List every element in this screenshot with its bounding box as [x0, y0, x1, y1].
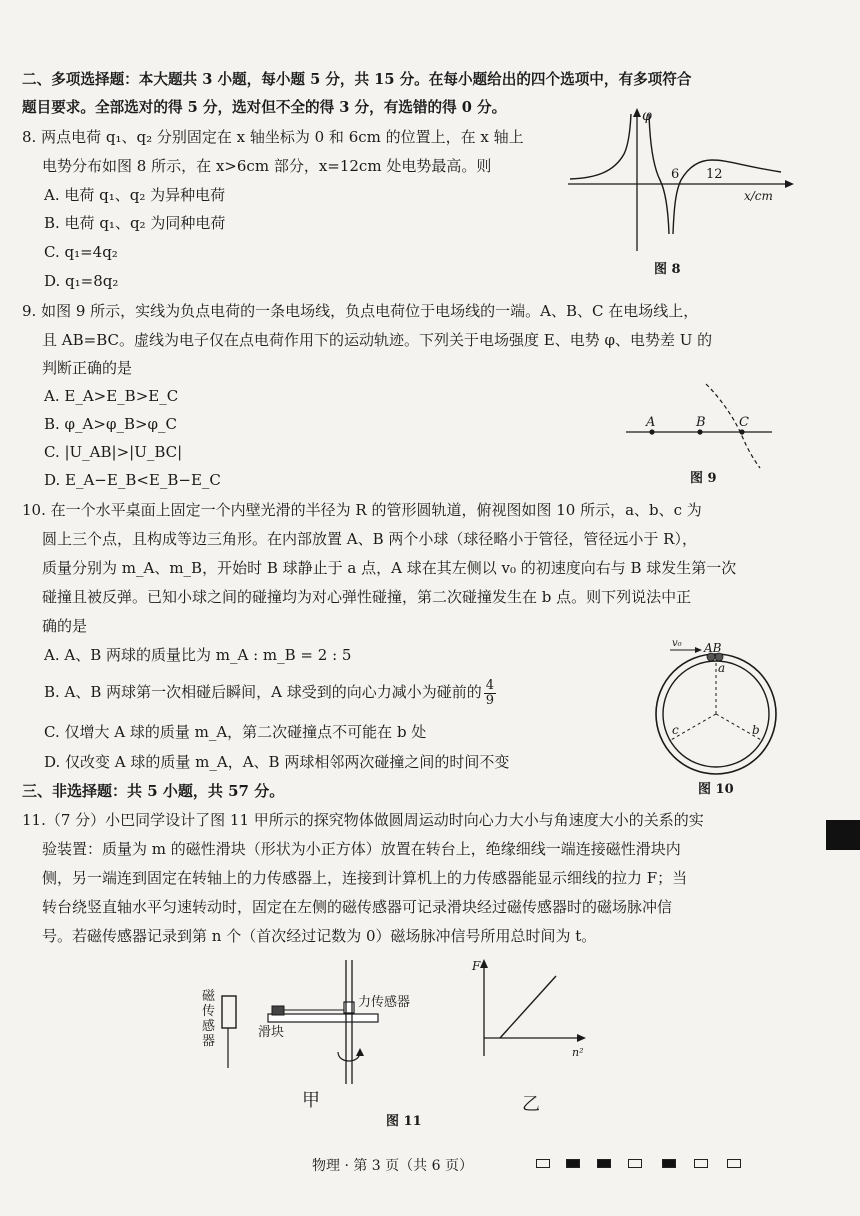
- q8-stem-line2: 电势分布如图 8 所示，在 x>6cm 部分，x=12cm 处电势最高。则: [42, 157, 492, 175]
- fig8-y-arrow: [633, 108, 641, 117]
- q9-stem-line2: 且 AB=BC。虚线为电子仅在点电荷作用下的运动轨迹。下列关于电场强度 E、电势 φ、电势差 U 的: [42, 331, 713, 349]
- fig11-mag-char-3: 感: [202, 1019, 216, 1034]
- figure-11-apparatus: [196, 956, 436, 1086]
- q10-stem-line3: 质量分别为 m_A、m_B，开始时 B 球静止于 a 点，A 球在其左侧以 v₀ 的初速度向右与 B 球发生第一次: [42, 559, 737, 577]
- footer-marker-5: [662, 1159, 676, 1168]
- figure-9-diagram: [624, 380, 784, 470]
- section3-title: 三、非选择题：共 5 小题，共 57 分。: [22, 782, 285, 800]
- fig9-label-a: A: [646, 415, 656, 430]
- section2-title-line2: 题目要求。全部选对的得 5 分，选对但不全的得 3 分，有选错的得 0 分。: [22, 99, 507, 116]
- fig8-curve-middle: [649, 114, 669, 234]
- q8-option-b: B. 电荷 q₁、q₂ 为同种电荷: [44, 214, 226, 232]
- q11-stem-line5: 号。若磁传感器记录到第 n 个（首次经过记数为 0）磁场脉冲信号所用总时间为 t。: [42, 927, 597, 945]
- q10-option-b-text: B. A、B 两球第一次相碰后瞬间，A 球受到的向心力减小为碰前的: [44, 683, 482, 701]
- footer-marker-4: [628, 1159, 642, 1168]
- footer-marker-7: [727, 1159, 741, 1168]
- fig11-mag-char-2: 传: [202, 1004, 216, 1019]
- q9-option-d: D. E_A−E_B<E_B−E_C: [44, 471, 221, 489]
- q9-option-a: A. E_A>E_B>E_C: [44, 387, 179, 405]
- fig9-point-b: [697, 429, 702, 434]
- q10-stem-line5: 确的是: [42, 617, 88, 635]
- q8-stem-line1: 8. 两点电荷 q₁、q₂ 分别固定在 x 轴坐标为 0 和 6cm 的位置上，在 x 轴上: [22, 128, 524, 146]
- q10-option-d: D. 仅改变 A 球的质量 m_A，A、B 两球相邻两次碰撞之间的时间不变: [44, 753, 510, 771]
- q9-stem-line1: 9. 如图 9 所示，实线为负点电荷的一条电场线，负点电荷位于电场线的一端。A、B、C 在电场线上，: [22, 302, 699, 320]
- fig8-x-label: x/cm: [744, 189, 773, 203]
- fig10-label-c: c: [672, 723, 679, 737]
- q9-stem-line3: 判断正确的是: [42, 359, 133, 377]
- q10-option-c: C. 仅增大 A 球的质量 m_A，第二次碰撞点不可能在 b 处: [44, 723, 427, 741]
- fig9-point-c: [739, 429, 744, 434]
- figure-11-label-yi: 乙: [522, 1094, 540, 1115]
- footer-marker-3: [597, 1159, 611, 1168]
- fig11-graph-x-label: n²: [572, 1046, 584, 1059]
- q9-option-c: C. |U_AB|>|U_BC|: [44, 443, 183, 461]
- fig11-label-slider: 滑块: [258, 1025, 285, 1040]
- fig9-point-a: [649, 429, 654, 434]
- fig11-label-force-sensor: 力传感器: [358, 995, 411, 1010]
- figure-10-caption: 图 10: [698, 782, 734, 797]
- fig8-tick-6: 6: [671, 167, 680, 182]
- fig10-label-b: b: [752, 723, 760, 737]
- q8-option-a: A. 电荷 q₁、q₂ 为异种电荷: [44, 186, 226, 204]
- fig11-graph-x-arrow: [577, 1034, 586, 1042]
- figure-8-caption: 图 8: [654, 262, 681, 277]
- fig11-graph-y-label: F: [472, 959, 481, 973]
- q10-stem-line4: 碰撞且被反弹。已知小球之间的碰撞均为对心弹性碰撞，第二次碰撞发生在 b 点。则下列说法中正: [42, 588, 692, 606]
- q11-stem-line3: 侧，另一端连到固定在转轴上的力传感器上，连接到计算机上的力传感器能显示细线的拉力 F；当: [42, 869, 688, 887]
- fig10-label-ab: AB: [704, 641, 722, 655]
- footer-marker-1: [536, 1159, 550, 1168]
- fig11-graph-line: [500, 976, 556, 1038]
- fig10-velocity-arrowhead: [695, 647, 702, 653]
- q8-option-d: D. q₁=8q₂: [44, 272, 119, 290]
- footer-page-info: 物理 · 第 3 页（共 6 页）: [312, 1158, 473, 1174]
- q10-option-b: [44, 673, 496, 711]
- footer-marker-2: [566, 1159, 580, 1168]
- section2-title-line1: 二、多项选择题：本大题共 3 小题，每小题 5 分，共 15 分。在每小题给出的四个选项中，有多项符合: [22, 71, 692, 88]
- fig11-magnetic-sensor: [222, 996, 236, 1028]
- figure-10-diagram: [650, 636, 790, 776]
- q10-fraction-numerator: 4: [485, 677, 495, 693]
- figure-11-graph: [468, 956, 598, 1066]
- fig9-label-c: C: [739, 415, 749, 430]
- fig8-tick-12: 12: [706, 167, 723, 182]
- q10-option-b-fraction: [484, 679, 496, 708]
- fig10-label-a: a: [718, 661, 726, 675]
- figure-9-caption: 图 9: [690, 471, 717, 486]
- figure-11-caption: 图 11: [386, 1114, 422, 1129]
- q10-stem-line2: 圆上三个点，且构成等边三角形。在内部放置 A、B 两个小球（球径略小于管径，管径远小于 R），: [42, 530, 697, 548]
- q11-stem-line1: 11.（7 分）小巴同学设计了图 11 甲所示的探究物体做圆周运动时向心力大小与角速度大小的关系的实: [22, 811, 704, 829]
- fig11-slider-block: [272, 1006, 284, 1015]
- fig11-graph-y-arrow: [480, 959, 488, 968]
- q8-option-c: C. q₁=4q₂: [44, 243, 118, 261]
- q10-stem-line1: 10. 在一个水平桌面上固定一个内壁光滑的半径为 R 的管形圆轨道，俯视图如图 10 所示，a、b、c 为: [22, 501, 702, 519]
- footer-marker-6: [694, 1159, 708, 1168]
- figure-8-graph: [566, 106, 796, 256]
- fig11-mag-char-4: 器: [202, 1034, 216, 1049]
- q11-stem-line4: 转台绕竖直轴水平匀速转动时，固定在左侧的磁传感器可记录滑块经过磁传感器时的磁场脉冲信: [42, 898, 673, 916]
- fig11-rotation-arrowhead: [356, 1048, 364, 1056]
- fig9-label-b: B: [696, 415, 706, 430]
- fig10-label-v0: v₀: [672, 638, 682, 649]
- q9-option-b: B. φ_A>φ_B>φ_C: [44, 415, 178, 433]
- fig8-x-arrow: [785, 180, 794, 188]
- q10-fraction-denominator: 9: [485, 692, 495, 708]
- fig8-y-label: φ: [642, 108, 652, 124]
- page-edge-tab: [826, 820, 860, 850]
- fig11-rotation-arrow: [338, 1052, 360, 1061]
- figure-11-label-jia: 甲: [302, 1090, 320, 1111]
- q11-stem-line2: 验装置：质量为 m 的磁性滑块（形状为小正方体）放置在转台上，绝缘细线一端连接磁性滑块内: [42, 840, 681, 858]
- fig8-curve-left: [570, 114, 631, 179]
- fig11-mag-char-1: 磁: [202, 989, 216, 1004]
- q10-option-a: A. A、B 两球的质量比为 m_A : m_B = 2 : 5: [44, 646, 352, 664]
- fig9-trajectory: [706, 384, 760, 468]
